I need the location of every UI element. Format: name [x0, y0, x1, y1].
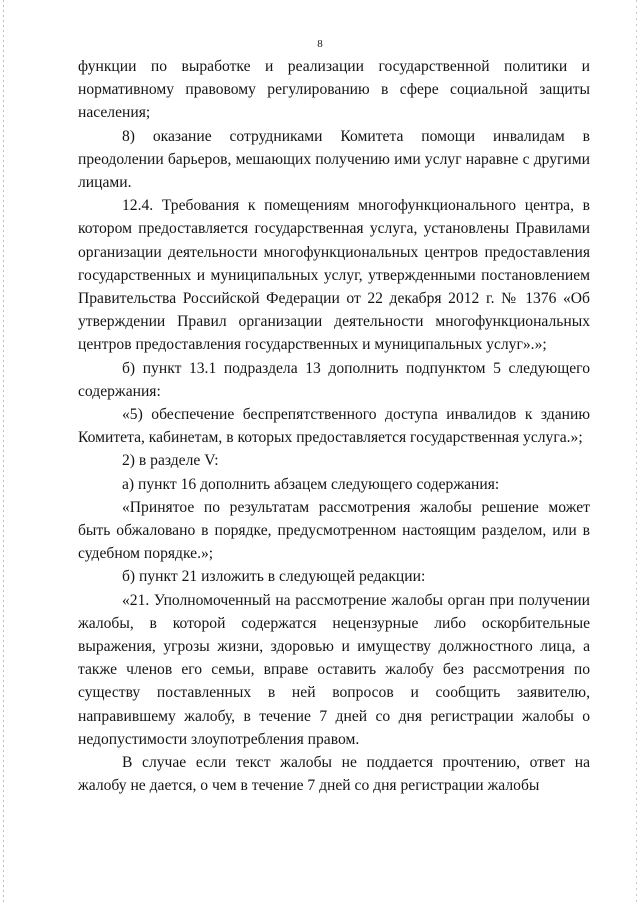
paragraph-item-21: «21. Уполномоченный на рассмотрение жалобы орган при получении жалобы, в которой содержатся нецензурные либо оскорбительные выражения, угрозы жизни, здоровью и имуществу должностного лица, а также членов его семьи, вправе оставить жалобу без рассмотрения по существу поставленных в ней вопросов и сообщить заявителю, направившему жалобу, в течение 7 дней со дня регистрации жалобы о недопустимости злоупотребления правом. [78, 591, 590, 748]
paragraph-amendment-b-13-1: б) пункт 13.1 подраздела 13 дополнить подпунктом 5 следующего содержания: [78, 359, 590, 400]
paragraph-appeal-decision: «Принятое по результатам рассмотрения жалобы решение может быть обжаловано в порядке, предусмотренном настоящим разделом, или в судебном порядке.»; [78, 498, 590, 563]
paragraph-unreadable-complaint: В случае если текст жалобы не поддается прочтению, ответ на жалобу не дается, о чем в течение 7 дней со дня регистрации жалобы [78, 754, 590, 795]
paragraph-item-8: 8) оказание сотрудниками Комитета помощи инвалидам в преодолении барьеров, мешающих получению ими услуг наравне с другими лицами. [78, 127, 590, 192]
paragraph-continuation: функции по выработке и реализации государственной политики и нормативному правовому регулированию в сфере социальной защиты населения; [78, 58, 590, 122]
paragraph-amendment-a-16: а) пункт 16 дополнить абзацем следующего содержания: [122, 475, 500, 493]
paragraph-12-4: 12.4. Требования к помещениям многофункционального центра, в котором предоставляется государственная услуга, установлены Правилами организации деятельности многофункциональных центров предоставления государственных и муниципальных услуг, утвержденными постановлением Правительства Российской Федерации от 22 декабря 2012 г. № 1376 «Об утверждении Правил организации деятельности многофункциональных центров предоставления государственных и муниципальных услуг».»; [78, 197, 590, 354]
scan-edge-right [636, 0, 637, 905]
paragraph-subitem-5: «5) обеспечение беспрепятственного доступа инвалидов к зданию Комитета, кабинетам, в которых предоставляется государственная услуга.»; [78, 406, 590, 447]
paragraph-section-v: 2) в разделе V: [122, 452, 219, 470]
paragraph-amendment-b-21: б) пункт 21 изложить в следующей редакции: [122, 568, 426, 586]
scan-edge-left [3, 0, 4, 905]
document-body [78, 55, 590, 798]
page-number: 8 [317, 38, 323, 50]
